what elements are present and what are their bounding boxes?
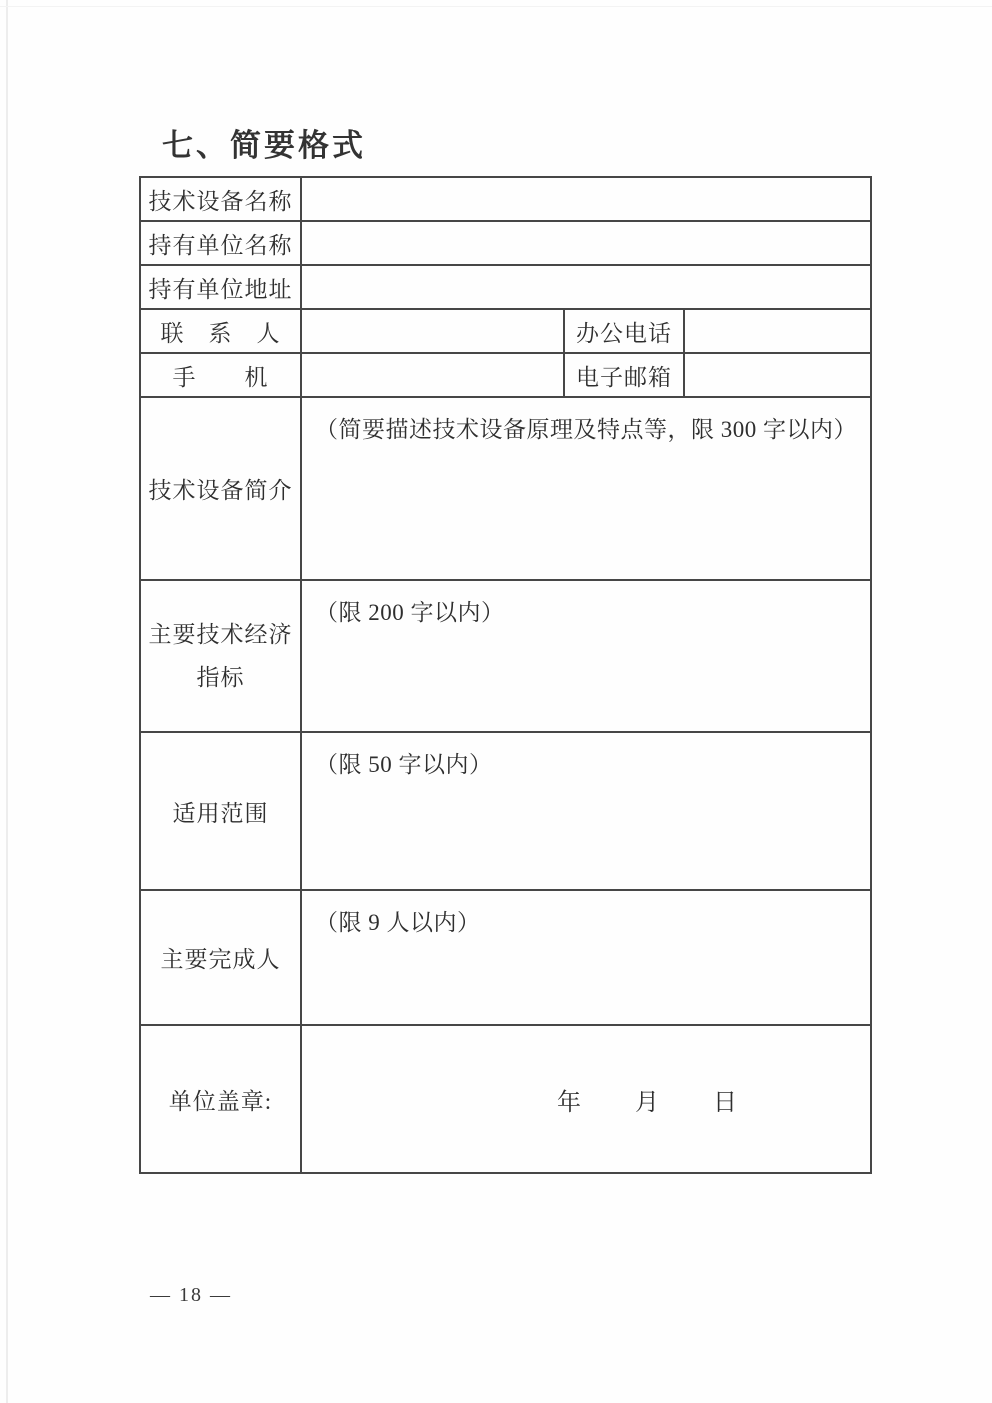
field-value-contact-person: [301, 309, 564, 353]
page-number: — 18 —: [150, 1284, 232, 1306]
field-value-holder-address: [301, 265, 871, 309]
table-row: [140, 1025, 871, 1173]
field-label-holder-address: 持有单位地址: [140, 265, 301, 309]
field-value-applicable-scope: [301, 732, 871, 890]
table-row: [140, 732, 871, 890]
field-value-device-intro: [301, 397, 871, 580]
field-label-contact-person: 联 系 人: [140, 309, 301, 353]
field-value-holder-name: [301, 221, 871, 265]
field-value-office-phone: [684, 309, 871, 353]
hint-text-tech-econ: （限 200 字以内）: [315, 600, 505, 625]
table-row: [140, 890, 871, 1025]
table-row: [140, 177, 871, 221]
table-row: [140, 580, 871, 732]
date-placeholder: 年 月 日: [557, 1089, 739, 1116]
field-label-email: 电子邮箱: [564, 353, 684, 397]
scan-edge-artifact-top: [0, 6, 992, 7]
field-label-device-name: 技术设备名称: [140, 177, 301, 221]
hint-text-scope: （限 50 字以内）: [315, 752, 493, 777]
field-label-applicable-scope: 适用范围: [140, 732, 301, 890]
field-value-email: [684, 353, 871, 397]
field-label-tech-econ-indicators: [140, 580, 301, 732]
field-value-mobile: [301, 353, 564, 397]
field-label-holder-name: 持有单位名称: [140, 221, 301, 265]
table-row: [140, 309, 871, 353]
field-label-unit-seal: 单位盖章:: [140, 1025, 301, 1173]
table-row: [140, 221, 871, 265]
table-row: [140, 265, 871, 309]
field-label-mobile: 手 机: [140, 353, 301, 397]
section-heading: 七、简要格式: [162, 128, 366, 163]
label-line-1: 主要技术经济: [148, 622, 293, 647]
brief-format-table: [139, 176, 872, 1174]
label-line-2: 指标: [196, 665, 245, 690]
table-row: [140, 353, 871, 397]
field-value-seal-date: [301, 1025, 871, 1173]
field-label-office-phone: 办公电话: [564, 309, 684, 353]
field-value-device-name: [301, 177, 871, 221]
hint-text-device-intro: （简要描述技术设备原理及特点等，限 300 字以内）: [315, 417, 857, 442]
field-label-main-contributors: 主要完成人: [140, 890, 301, 1025]
field-label-device-intro: 技术设备简介: [140, 397, 301, 580]
scan-edge-artifact-left: [6, 0, 8, 1403]
field-value-tech-econ-indicators: [301, 580, 871, 732]
table-row: [140, 397, 871, 580]
hint-text-contributors: （限 9 人以内）: [315, 910, 481, 935]
field-value-main-contributors: [301, 890, 871, 1025]
